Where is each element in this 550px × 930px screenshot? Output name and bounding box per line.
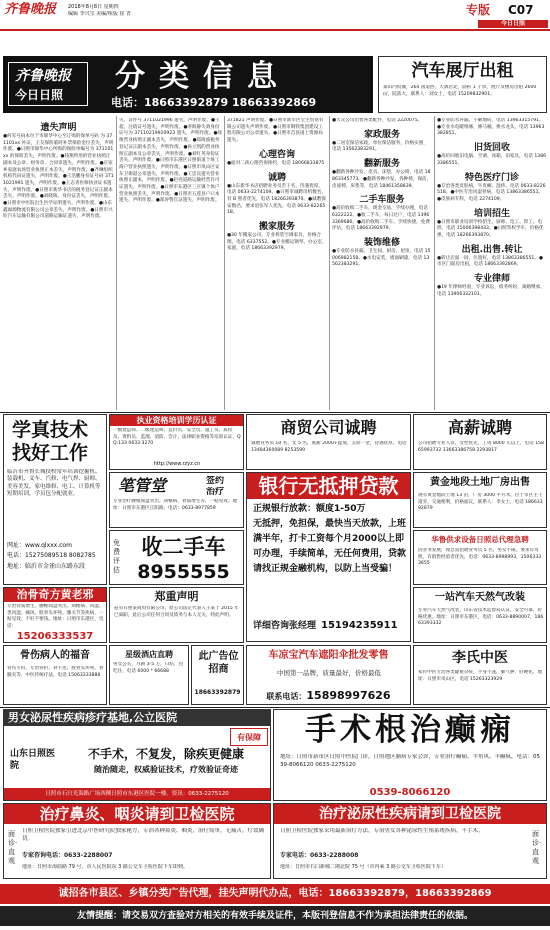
column-4-body-1: ●二居室保洁家政，单位保洁服务，价格实惠，电话 13562383291。 bbox=[332, 140, 428, 153]
section-heading-repair: 装饰维修 bbox=[363, 238, 400, 249]
men-health-badge: 有保障 bbox=[230, 728, 268, 746]
column-1-body: ●何军号码本位于市锦华中心至订购的保单号码 为 371101xx 补证，王友保险临时补票保险金位丢失，声明作废。●日照市锦华中心所购的保险单编号为 371101xx 的保险丢失，声明作废。●钱翔所用的营业执照正副本及公章、财务章、合同章遗失，声明作废。●庄家乡家庭农场营业执照正本丢失，声明作废。●齐琳组织机构代码证遗失，声明作废。●王浩鹏身份证号码 3711021991 遗失，声明作废。●王志青医师执业证书遗失，声明作废。●日照市新华书店的税务登记证正副本丢失，声明作废。●刘晓晖，身份证丢失，声明作废。●日照市中医院出生医学证明遗失，声明作废。●山东鑫福源物流有限公司公章丢失，声明作废。●日照市兴旺汽车运输有限公司道路运输证遗失，声明作废。 bbox=[3, 134, 114, 220]
li-clinic-title: 李氏中医 bbox=[452, 650, 508, 666]
trade-company-body: 诚聘业务员 10 名，女 5 名，底薪 2000+提成，五险一金，待遇优厚，电话 13484360089 8253599 bbox=[251, 441, 407, 453]
bone-clinic-name: 笔管堂 bbox=[118, 476, 167, 495]
school-web-label: 网址： bbox=[7, 542, 26, 549]
column-5-body-2: ●专治各类皮肤病，牛皮癣，湿疹，电话 0633-8226518。●中医专治风湿骨病，电话 13863386551。●皮肤病专科，电话 2274109。 bbox=[437, 183, 546, 202]
column-5-body-top: ●专业防水补漏，不砸地砖，电话 13963315791。●专业水电暖维修，修马桶，换水龙头，电话 13963382851。 bbox=[437, 118, 545, 137]
footer-agent-line: 诚招各市县区、乡镇分类广告代理，挂失声明代办点，电话：18663392879，18663392869 bbox=[0, 884, 550, 904]
school-ad-web bbox=[7, 541, 105, 550]
sunshade-ad bbox=[246, 645, 411, 705]
used-car-side: 免费评估 bbox=[113, 539, 120, 574]
loan-ad bbox=[246, 472, 411, 642]
men-health-sub: 随治随走，权威验证技术，疗效验证奇迹 bbox=[94, 765, 238, 774]
loan-title: 银行无抵押贷款 bbox=[247, 473, 410, 499]
epilepsy-title: 手术根治癫痫 bbox=[305, 712, 515, 748]
section-heading-lawyer: 专业律师 bbox=[473, 274, 510, 285]
issue-date: 2018年8月8日 星期四 bbox=[68, 4, 119, 10]
bone-clinic-body: 专业治疗腰椎间盘突出、颈椎病、骨质增生等，一贴见效。地址：日照市东港区正阳路，电话：0633-8977859 bbox=[113, 499, 238, 511]
epilepsy-body: 地址：日照市新市区日照中医院门诊，日照地区脑病专家会诊，专业治疗癫痫、羊角风、羊癫疯，电话：0539-8066120 0633-2275120 bbox=[280, 754, 541, 768]
urology-address: 地址：日照市石臼新城二期北院 75 号（市内乘 3 路公交车卫检医院下车） bbox=[280, 864, 446, 870]
fracture-title: 骨伤病人的福音 bbox=[20, 650, 90, 661]
hotel-hiring-title: 星级酒店直聘 bbox=[125, 650, 173, 659]
certification-body: 一级建造师、二级建造师、造价员、安全员、施工员、质检员、资料员、监理、消防、会计、法律职业资格等培训认证，QQ:133 0633 3270 bbox=[113, 428, 241, 447]
rhinitis-ad bbox=[3, 803, 271, 879]
land-sale-title: 黄金地段土地厂房出售 bbox=[430, 477, 530, 488]
column-4-body-3: ●高价收购二手车，现金交易，手续办理，电话 6322222。●收二手车，每日过户，电话 13963369680。●高价收购二手车，手续快捷，免费评估，电话 18663392979。 bbox=[332, 206, 430, 232]
school-ad bbox=[3, 414, 107, 585]
section-heading-recycling: 旧货回收 bbox=[473, 143, 510, 154]
section-heading-rent-sale: 出租.出售.转让 bbox=[461, 244, 523, 255]
banner-title: 分类信息 bbox=[115, 60, 291, 94]
car-exhibit-ad bbox=[378, 56, 547, 113]
statement-title: 郑重声明 bbox=[154, 590, 199, 603]
school-ad-address: 地址：临沂市金雀山东路东段 bbox=[7, 563, 86, 570]
bone-clinic-ad bbox=[109, 472, 244, 528]
banner-logo-sub: 今日日照 bbox=[15, 88, 64, 102]
masthead bbox=[0, 0, 550, 22]
column-4 bbox=[332, 118, 432, 410]
column-3 bbox=[227, 118, 327, 410]
school-tel-label: 电话： bbox=[7, 552, 26, 559]
li-clinic-body: 家传中医专治各类疑难杂症，半身不遂，肺气肿，肝硬化，地址：日照市岚山区，电话 15263323929 bbox=[418, 670, 543, 682]
equipment-agent-title: 华鲁供求设备日照总代理急聘 bbox=[431, 535, 529, 544]
loan-subtitle: 正规银行放款：额度1-50万 bbox=[253, 504, 366, 514]
column-3-body-2: ●山东新华书店招聘业务员若干名，待遇优厚，电话 0633-2274109。●日照市诚聘司机数名，有 B 照者优先，电话 18266393870。●诚聘保安数名，要求退伍军人优先，电话 0633-8226518。 bbox=[227, 183, 326, 216]
fracture-ad bbox=[3, 645, 107, 705]
bone-remedy-ad bbox=[3, 587, 107, 643]
rhinitis-phone: 专家咨询电话：0633-2288007 bbox=[22, 852, 113, 859]
urology-ad bbox=[273, 803, 547, 879]
column-5-body-1: ●高价回收旧电脑、空调、冰箱、旧家具，电话 13863386551。 bbox=[437, 154, 547, 166]
section-heading-used-car: 二手车服务 bbox=[359, 195, 405, 206]
car-exhibit-title: 汽车展厅出租 bbox=[411, 61, 514, 81]
column-3-body-top: 371821 声明作废。●日照市新市区宝生贸易有限公司遗失声明作废。●日照市钢铁集团建设工程有限公司公章遗失。●日照市莒县国土资源局遗失。 bbox=[227, 118, 324, 144]
edition-tag: 今日日照 bbox=[478, 20, 548, 28]
hotel-hiring-body: 男女公关，月薪 3-5 万，日结，包吃住，电话 6000 * 66688 bbox=[113, 662, 184, 674]
men-health-slogan: 不手术，不复发，除疾更健康 bbox=[87, 747, 244, 761]
section-label: 专版 bbox=[466, 3, 491, 17]
school-ad-tel bbox=[7, 551, 105, 560]
footer-disclaimer: 友情提醒：请交易双方查验对方相关的有效手续及证件，本版刊登信息不作为承担法律责任的依据。 bbox=[0, 906, 550, 926]
bone-clinic-tag2: 治疗 bbox=[206, 487, 225, 497]
high-pay-ad bbox=[413, 414, 547, 470]
bone-clinic-tag1: 签约 bbox=[206, 476, 225, 486]
column-4-body-top: ●大众公司出售各类配件，电话 2220075。 bbox=[332, 118, 423, 123]
school-ad-line2: 找好工作 bbox=[12, 442, 89, 464]
bone-remedy-title: 治骨奇方黄老邪 bbox=[4, 588, 106, 602]
used-car-title: 收二手车 bbox=[141, 535, 226, 559]
column-5-body-5: ●19 年律师经验，专业诉讼，债务纠纷，离婚继承，电话 13906332101。 bbox=[437, 285, 545, 297]
men-health-ad bbox=[3, 709, 271, 801]
equipment-agent-body: 因业务发展，现急需招聘业务员 5 名，男女不限，要求有驾照，有销售经验者优先，电话：0633-8998993，15063333655 bbox=[418, 548, 542, 567]
column-5-body-4: ●转让店面一间，位置好，电话 13863386551。●市区门面房出租，电话 18663392869。 bbox=[437, 255, 543, 268]
urology-title: 治疗泌尿性疾病请到卫检医院 bbox=[274, 804, 546, 824]
used-car-phone: 8955555 bbox=[137, 561, 230, 583]
sunshade-title: 车凉宝汽车遮阳伞批发零售 bbox=[268, 650, 389, 661]
loan-body: 无抵押，免担保，最快当天放款，上班满半年，打卡工资每个月2000以上即可办理，手续简单，无任何费用，贷款请找正规金融机构，以防上当受骗！ bbox=[253, 519, 407, 574]
loan-phone: 15194235911 bbox=[321, 620, 398, 631]
section-heading-renovation: 翻新服务 bbox=[363, 159, 400, 170]
men-health-hospital: 山东日照医院 bbox=[10, 749, 56, 771]
land-sale-ad bbox=[413, 472, 547, 528]
column-5-body-3: ●日照市职业培训学校招生，厨师、电工、焊工、电焊，电话 15006398433。●日照驾校学车，价格优惠，电话 18266393870。 bbox=[437, 219, 544, 239]
banner-logo: 齐鲁晚报 bbox=[15, 68, 71, 84]
banner-phone: 电话：18663392879 18663392869 bbox=[111, 96, 317, 109]
urology-side: 面诊·直观 bbox=[532, 830, 542, 865]
section-heading-hiring: 诚聘 bbox=[267, 172, 286, 183]
section-heading-training: 培训招生 bbox=[473, 208, 510, 219]
sunshade-phone: 15898997626 bbox=[306, 689, 391, 700]
column-3-body-1: ●面对二孩心理咨询预约，电话 18066833875 bbox=[227, 160, 325, 166]
ad-space-title: 此广告位招商 bbox=[198, 651, 239, 675]
school-ad-body: 临沂市齐鲁长城技校常年培训挖掘机、装载机、叉车、汽修、电气焊、厨师、美容美发、家电维修、电工、计算机等短期培训，学员包分配就业。 bbox=[7, 469, 101, 498]
car-gas-title: 一站汽车天然气改装 bbox=[435, 592, 525, 603]
bone-remedy-phone: 15206333537 bbox=[16, 631, 94, 642]
section-heading-clinic: 特色医疗门诊 bbox=[464, 172, 519, 183]
section-heading-psych: 心理咨询 bbox=[258, 149, 295, 160]
epilepsy-ad bbox=[273, 709, 547, 801]
men-health-footer: 日照市石臼光海路广场西侧日照市东港区医院一楼。资讯：0633-2275120 bbox=[4, 788, 270, 800]
rhinitis-body: 日照卫检医院独家引进北京中医研究院独家秘方，专治各种鼻炎、咽炎，治疗简单，无痛苦，疗效确切。 bbox=[22, 828, 265, 842]
column-3-body-3: ●30 年搬家公司，专业拆装空调家具，价格合理，电话 6337552。●专业搬运钢琴、办公室、家庭，电话 18663392979。 bbox=[227, 233, 327, 252]
column-4-body-4: ●专业防水补漏，卫生间、厨房、屋顶，电话 15006982158。●水电安装，墙面刷漆，电话 13562383291。 bbox=[332, 249, 431, 268]
banner bbox=[3, 56, 373, 113]
section-heading-housekeeping: 家政服务 bbox=[363, 129, 400, 140]
li-clinic-ad bbox=[413, 645, 547, 705]
equipment-agent-ad bbox=[413, 530, 547, 585]
urology-body: 日照卫检医院独家采用最新治疗方法，专治男女各种泌尿性生殖系统疾病，不手术。 bbox=[280, 828, 484, 834]
statement-body: 兹有日照某商贸有限公司，原公司法定代表人王某于 2015 年已离职，此后公司任何合同及债务与本人无关，特此声明。 bbox=[114, 606, 239, 618]
hotel-hiring-ad bbox=[109, 645, 189, 705]
ad-space-phone: 18663392879 bbox=[194, 689, 241, 696]
section-heading-moving: 搬家服务 bbox=[258, 222, 295, 233]
rhinitis-side: 面诊·直观 bbox=[8, 830, 18, 865]
newspaper-logo: 齐鲁晚报 bbox=[4, 2, 57, 17]
men-health-title: 男女泌尿性疾病疹疗基地,公立医院 bbox=[4, 710, 270, 726]
trade-company-title: 商贸公司诚聘 bbox=[280, 418, 377, 437]
school-web-link[interactable]: www.qlxxx.com bbox=[25, 542, 72, 549]
certification-web[interactable]: http://www.rzyz.cn bbox=[153, 461, 201, 467]
rhinitis-address: 地址：日照市海曲路 79 号，市人民医院东 3 路公交车卫检医院下车即到。 bbox=[22, 864, 188, 870]
bone-remedy-body: 专治骨质增生、腰椎间盘突出、颈椎病、风湿、类风湿、痛风、股骨头坏死、膝关节等疾病，一贴见效，不好不要钱。地址：日照市东港区，电话： bbox=[7, 604, 104, 630]
land-sale-body: 现有黄金地段土地 13 亩，厂房 3000 平方米，位于市区主干道旁，交通便利，价格面议，联系人：李女士，电话 18663392879 bbox=[418, 493, 543, 512]
section-heading-lost: 遗失声明 bbox=[40, 123, 77, 133]
high-pay-title: 高薪诚聘 bbox=[447, 418, 512, 437]
fracture-body: 骨伤专科，专治骨折、骨不连、股骨头坏死、骨髓炎等，中医传统疗法，电话 15063333888 bbox=[7, 666, 104, 678]
page-number: C07 bbox=[508, 3, 534, 17]
editor-credits: 编辑 李兴宝 美编/组版 崔 青 bbox=[68, 11, 132, 17]
epilepsy-phone: 0539-8066120 bbox=[369, 787, 451, 798]
statement-ad bbox=[109, 587, 244, 643]
car-gas-body: 专业汽车天然气改装，山东省技术监督局认证，安全可靠，价格优惠。地址：日照市东港区，电话：0633-8890007，18663393332 bbox=[418, 608, 544, 627]
certification-ad bbox=[109, 414, 244, 470]
school-ad-line1: 学真技术 bbox=[12, 419, 89, 441]
rhinitis-title: 治疗鼻炎、咽炎请到卫检医院 bbox=[4, 804, 270, 824]
school-tel: 15275089518 8082785 bbox=[25, 552, 96, 559]
urology-phone: 专家电话：0633-2288008 bbox=[280, 852, 359, 859]
trade-company-ad bbox=[246, 414, 411, 470]
sunshade-body: 中国第一品牌，质量最好，价格最低 bbox=[277, 669, 381, 677]
sunshade-call-label: 联系电话： bbox=[266, 692, 307, 700]
certification-title: 执业资格培训学历认证 bbox=[110, 415, 243, 426]
column-2 bbox=[119, 118, 222, 410]
sunshade-contact bbox=[247, 684, 410, 700]
column-5 bbox=[437, 118, 547, 410]
car-gas-ad bbox=[413, 587, 547, 643]
car-exhibit-body: 泰山内贸城，264 国道西，大酒店北，面积 1 千余，展厅及楼房出租 2600㎡，院落大，联系人：刘女士，电话 15209832901。 bbox=[383, 85, 537, 97]
high-pay-body: 公司招聘专业人员，女性优先，工资 8000 元以上，电话 15865993732 13663386758 2293817 bbox=[418, 441, 544, 453]
banner-logo-box bbox=[8, 62, 88, 106]
column-2-body: 失，证件号 3711021996 遗失，声明作废。●王超，注销证号遗失，声明作废。●李海静失效身份证号为 37110219920923 遗失，声明作废。●徐俊营业执照正副本丢失，声明作废。●郑海波税务登记证正副本丢失，声明作废。●孙立凯的营业执照正副本及公章丢失，声明作废。●刘红英身份证丢失，声明作废。●日照市东港区日照街道个体工商户营业执照遗失，声明作废。●日照市岚山区安东卫街道公章遗失，声明作废。●王忠良遗失营业执照正副本，声明作废。●赵亮道路运输经营许可证遗失，声明作废。●日照市东港区三庄镇个体户营业执照丢失，声明作废。●日照市五莲县户口本遗失，声明作废。●郑涛警官证遗失，声明作废。 bbox=[119, 118, 222, 204]
ad-space-ad bbox=[191, 645, 244, 705]
used-car-ad bbox=[109, 530, 244, 585]
loan-consult: 详细咨询张经理 bbox=[253, 621, 317, 631]
column-4-body-2: ●翻新各种沙发，皮具，床垫，办公椅，电话 18863345773。●翻新各种沙发，各种椅，保洁，皮座椅，床垫等，电话 18461358839。 bbox=[332, 170, 432, 189]
column-1 bbox=[3, 118, 114, 410]
